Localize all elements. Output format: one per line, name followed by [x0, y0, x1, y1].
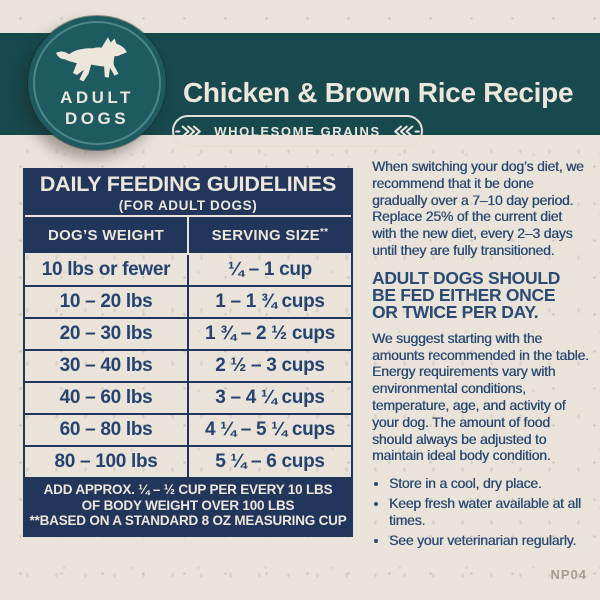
- weight-cell: 40 – 60 lbs: [59, 387, 153, 408]
- feeding-info-panel: [372, 158, 589, 551]
- feeding-frequency-heading: ADULT DOGS SHOULD BE FED EITHER ONCE OR TWICE PER DAY.: [372, 267, 561, 322]
- badge-label-line1: ADULT: [60, 88, 134, 107]
- table-row: [25, 255, 351, 285]
- adult-dogs-badge: [28, 16, 166, 150]
- serving-cell: 4 ¼ – 5 ¼ cups: [187, 415, 351, 445]
- feeding-guidelines-table: [23, 168, 353, 537]
- table-row: [25, 445, 351, 477]
- amounts-paragraph: We suggest starting with the amounts recommended in the table. Energy requirements vary with environmental conditions, temperature, age, and activity of your dog. The amount of food should always be adjusted to maintain ideal body condition.: [372, 329, 589, 464]
- column-header-serving-mark: **: [319, 226, 329, 238]
- serving-cell: 2 ½ – 3 cups: [187, 351, 351, 381]
- table-header: [25, 170, 351, 215]
- table-row: [25, 349, 351, 381]
- serving-cell: 1 – 1 ¾ cups: [187, 287, 351, 317]
- weight-cell: 10 – 20 lbs: [59, 291, 153, 312]
- list-item: • See your veterinarian regularly.: [389, 532, 589, 549]
- badge-label: [28, 87, 166, 129]
- column-header-row: [25, 217, 351, 253]
- footnote-line: OF BODY WEIGHT OVER 100 LBS: [81, 497, 295, 513]
- column-header-serving-label: SERVING SIZE: [211, 226, 320, 244]
- recipe-title: Chicken & Brown Rice Recipe: [183, 77, 574, 108]
- wheat-left-icon: [175, 125, 205, 138]
- running-dog-icon: [51, 36, 143, 88]
- badge-label-line2: DOGS: [64, 109, 130, 128]
- weight-cell: 80 – 100 lbs: [54, 451, 158, 472]
- table-footnotes: [25, 477, 351, 535]
- footnote-line: ADD APPROX. ¼ – ½ CUP PER EVERY 10 LBS: [43, 482, 333, 497]
- weight-cell: 10 lbs or fewer: [41, 259, 171, 280]
- serving-cell: 3 – 4 ¼ cups: [187, 383, 351, 413]
- wheat-right-icon: [390, 125, 420, 138]
- pill-label: WHOLESOME GRAINS: [214, 123, 381, 139]
- weight-cell: 30 – 40 lbs: [59, 355, 153, 376]
- table-subtitle: (FOR ADULT DOGS): [118, 198, 258, 213]
- list-item: • Keep fresh water available at all times.: [389, 495, 589, 529]
- table-row: [25, 381, 351, 413]
- weight-cell: 60 – 80 lbs: [59, 419, 153, 440]
- column-header-weight: [25, 217, 187, 253]
- table-title: DAILY FEEDING GUIDELINES: [39, 172, 337, 196]
- care-tips-list: [372, 475, 589, 548]
- table-row: [25, 413, 351, 445]
- serving-cell: ¼ – 1 cup: [187, 255, 351, 285]
- list-item: • Store in a cool, dry place.: [389, 475, 589, 492]
- wholesome-grains-pill: [172, 115, 423, 147]
- table-row: [25, 285, 351, 317]
- transition-paragraph: When switching your dog’s diet, we recommend that it be done gradually over a 7–10 day period. Replace 25% of the current diet with the new diet, every 2–3 days until they are fully transitioned.: [372, 158, 584, 258]
- column-header-weight-label: DOG’S WEIGHT: [47, 226, 165, 244]
- serving-cell: 5 ¼ – 6 cups: [187, 447, 351, 477]
- table-row: [25, 317, 351, 349]
- serving-cell: 1 ¾ – 2 ½ cups: [187, 319, 351, 349]
- weight-cell: 20 – 30 lbs: [59, 323, 153, 344]
- product-code: NP04: [550, 567, 587, 582]
- footnote-line: **BASED ON A STANDARD 8 OZ MEASURING CUP: [29, 513, 347, 528]
- table-body: [25, 255, 351, 477]
- column-header-serving: [189, 217, 351, 253]
